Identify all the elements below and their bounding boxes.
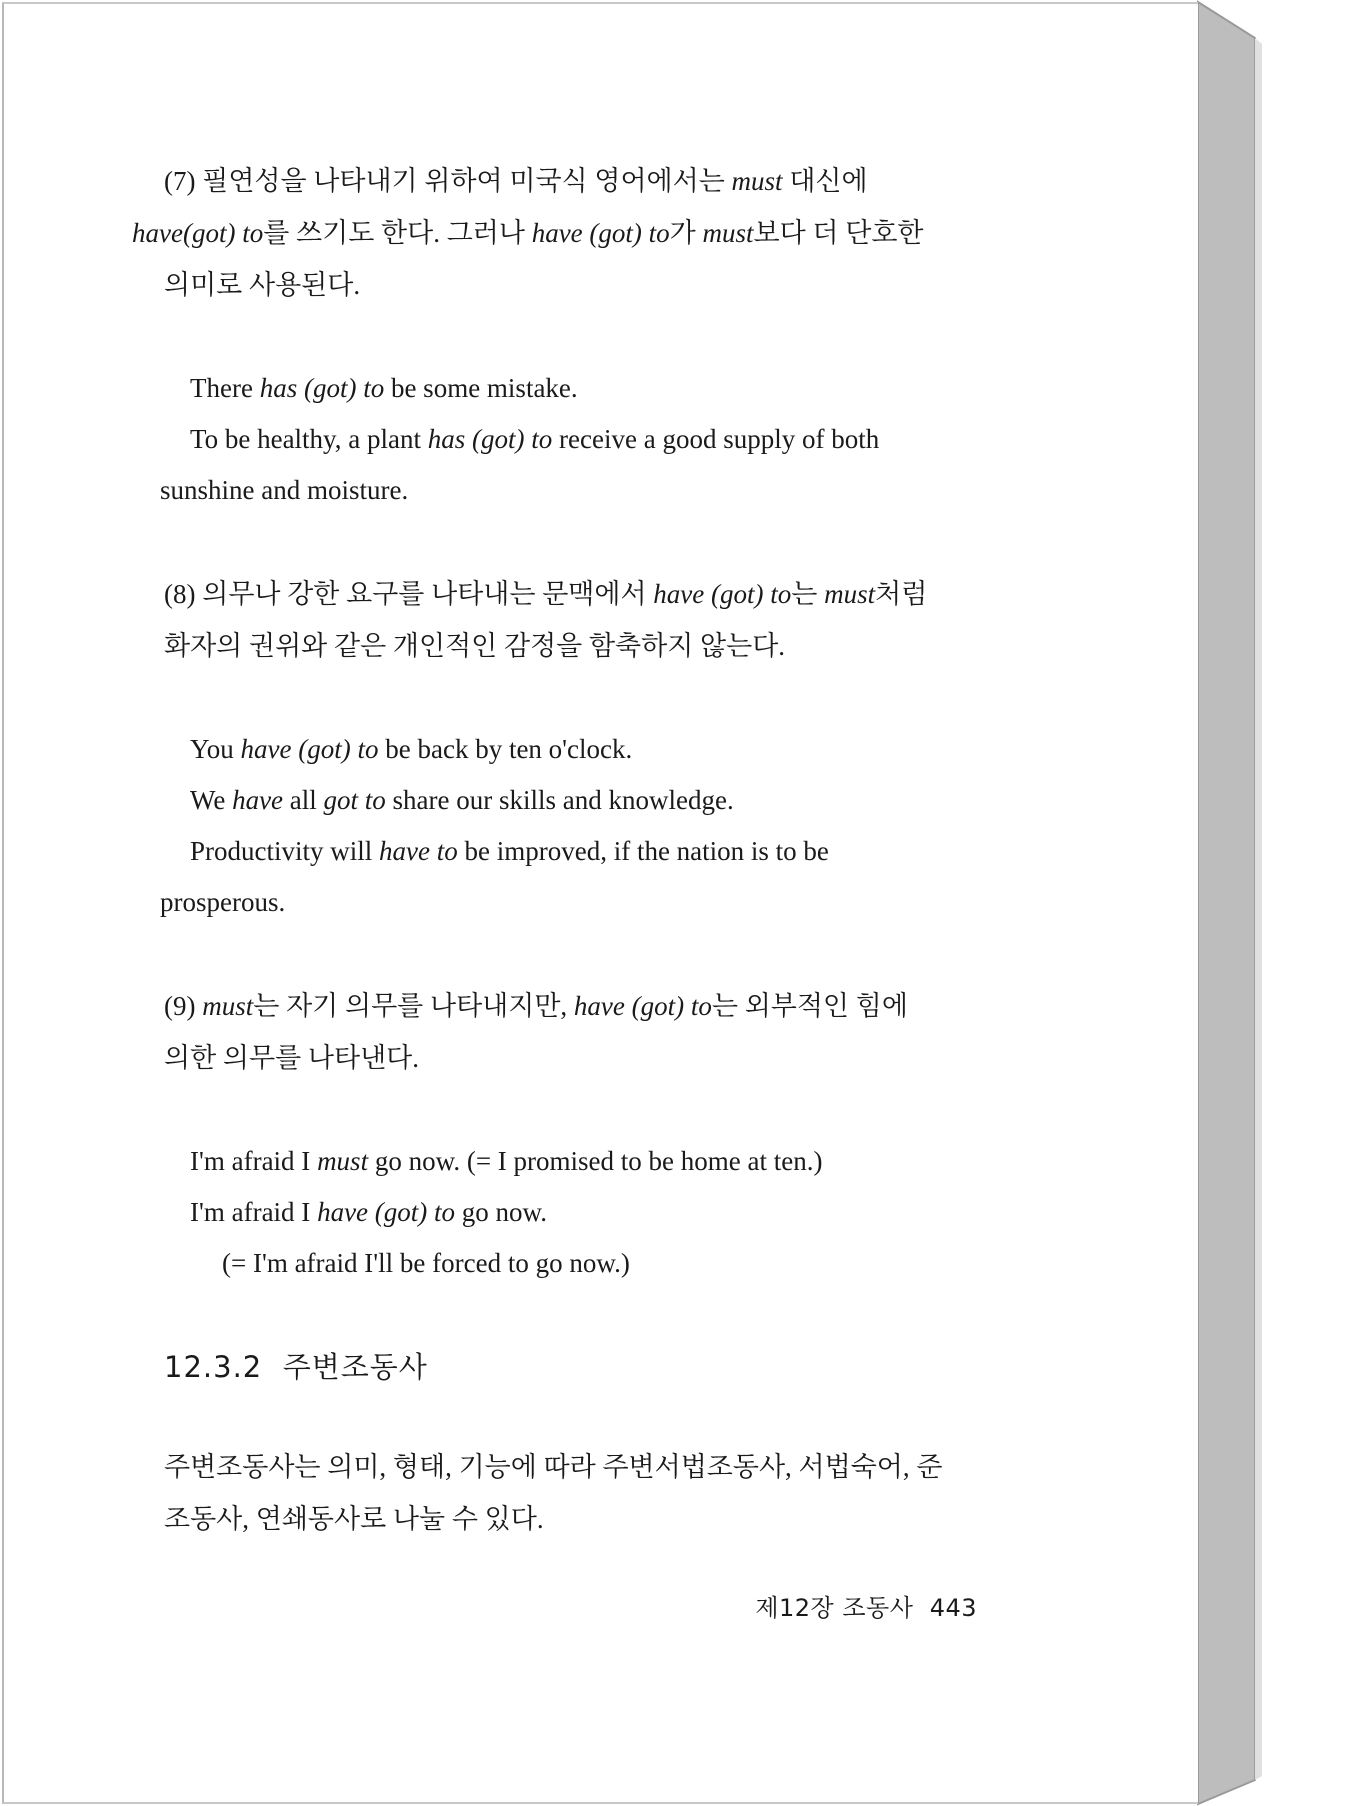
term: has (got) to	[427, 424, 553, 454]
page-footer	[755, 1588, 977, 1623]
example-sentence	[190, 826, 1002, 877]
example-paraphrase: (= I'm afraid I'll be forced to go now.)	[222, 1248, 630, 1278]
term: have (got) to	[317, 1197, 456, 1227]
text: be some mistake.	[384, 373, 578, 403]
example-sentence	[190, 724, 1002, 775]
text: 처럼	[875, 579, 928, 609]
text: 는 자기 의무를 나타내지만,	[253, 991, 574, 1021]
section-number: 12.3.2	[164, 1350, 263, 1384]
term: has (got) to	[259, 373, 385, 403]
section-title: 주변조동사	[282, 1350, 428, 1384]
term: must	[317, 1146, 369, 1176]
example-continuation: prosperous.	[160, 887, 286, 917]
term-must: must	[731, 166, 783, 196]
term-have-got-to: have (got) to	[653, 579, 792, 609]
section-heading	[164, 1341, 1002, 1393]
examples-8	[132, 724, 1002, 928]
text: be back by ten o'clock.	[378, 734, 633, 764]
text: 를 쓰기도 한다. 그러나	[263, 218, 532, 248]
text: 주변조동사는 의미, 형태, 기능에 따라 주변서법조동사, 서법숙어, 준	[164, 1452, 943, 1482]
text: 조동사, 연쇄동사로 나눌 수 있다.	[164, 1504, 544, 1534]
term-must: must	[824, 579, 876, 609]
example-sentence	[190, 363, 1002, 414]
text: 가	[669, 218, 703, 248]
text: 보다 더 단호한	[753, 218, 924, 248]
examples-9	[132, 1136, 1002, 1289]
text: all	[283, 785, 324, 815]
text: 의한 의무를 나타낸다.	[164, 1043, 419, 1073]
text: I'm afraid I	[190, 1197, 318, 1227]
text: go now.	[455, 1197, 548, 1227]
paragraph-9	[132, 980, 1002, 1084]
term: got to	[323, 785, 386, 815]
text: be improved, if the nation is to be	[457, 836, 829, 866]
text: I'm afraid I	[190, 1146, 318, 1176]
text: 는	[791, 579, 825, 609]
paragraph-7	[132, 155, 1002, 311]
text: go now. (= I promised to be home at ten.)	[368, 1146, 823, 1176]
example-sentence	[190, 414, 1002, 465]
example-sentence	[190, 775, 1002, 826]
term: have	[232, 785, 284, 815]
example-sentence	[190, 1187, 1002, 1238]
paragraph-10	[132, 1441, 1002, 1545]
chapter-label: 제12장 조동사	[755, 1594, 914, 1622]
item-number: (8)	[164, 579, 196, 609]
page-number: 443	[929, 1594, 977, 1622]
item-number: (9)	[164, 991, 196, 1021]
text: There	[190, 373, 260, 403]
term-have-got-to: have(got) to	[132, 218, 264, 248]
text: 화자의 권위와 같은 개인적인 감정을 함축하지 않는다.	[164, 631, 786, 661]
text: 대신에	[782, 166, 868, 196]
item-number: (7)	[164, 166, 196, 196]
text: 의무나 강한 요구를 나타내는 문맥에서	[195, 579, 654, 609]
examples-7	[132, 363, 1002, 516]
text: We	[190, 785, 233, 815]
text: receive a good supply of both	[552, 424, 880, 454]
term-have-got-to: have (got) to	[531, 218, 670, 248]
term-must: must	[702, 218, 754, 248]
text: To be healthy, a plant	[190, 424, 428, 454]
text: 필연성을 나타내기 위하여 미국식 영어에서는	[195, 166, 732, 196]
text: 는 외부적인 힘에	[711, 991, 908, 1021]
text: You	[190, 734, 241, 764]
term-must: must	[202, 991, 254, 1021]
term: have (got) to	[240, 734, 379, 764]
example-continuation: sunshine and moisture.	[160, 475, 409, 505]
text: 의미로 사용된다.	[164, 270, 361, 300]
text: Productivity will	[190, 836, 379, 866]
term-have-got-to: have (got) to	[573, 991, 712, 1021]
paragraph-8	[132, 568, 1002, 672]
example-sentence	[190, 1136, 1002, 1187]
text: share our skills and knowledge.	[385, 785, 734, 815]
page-content	[132, 155, 1002, 1597]
term: have to	[379, 836, 458, 866]
